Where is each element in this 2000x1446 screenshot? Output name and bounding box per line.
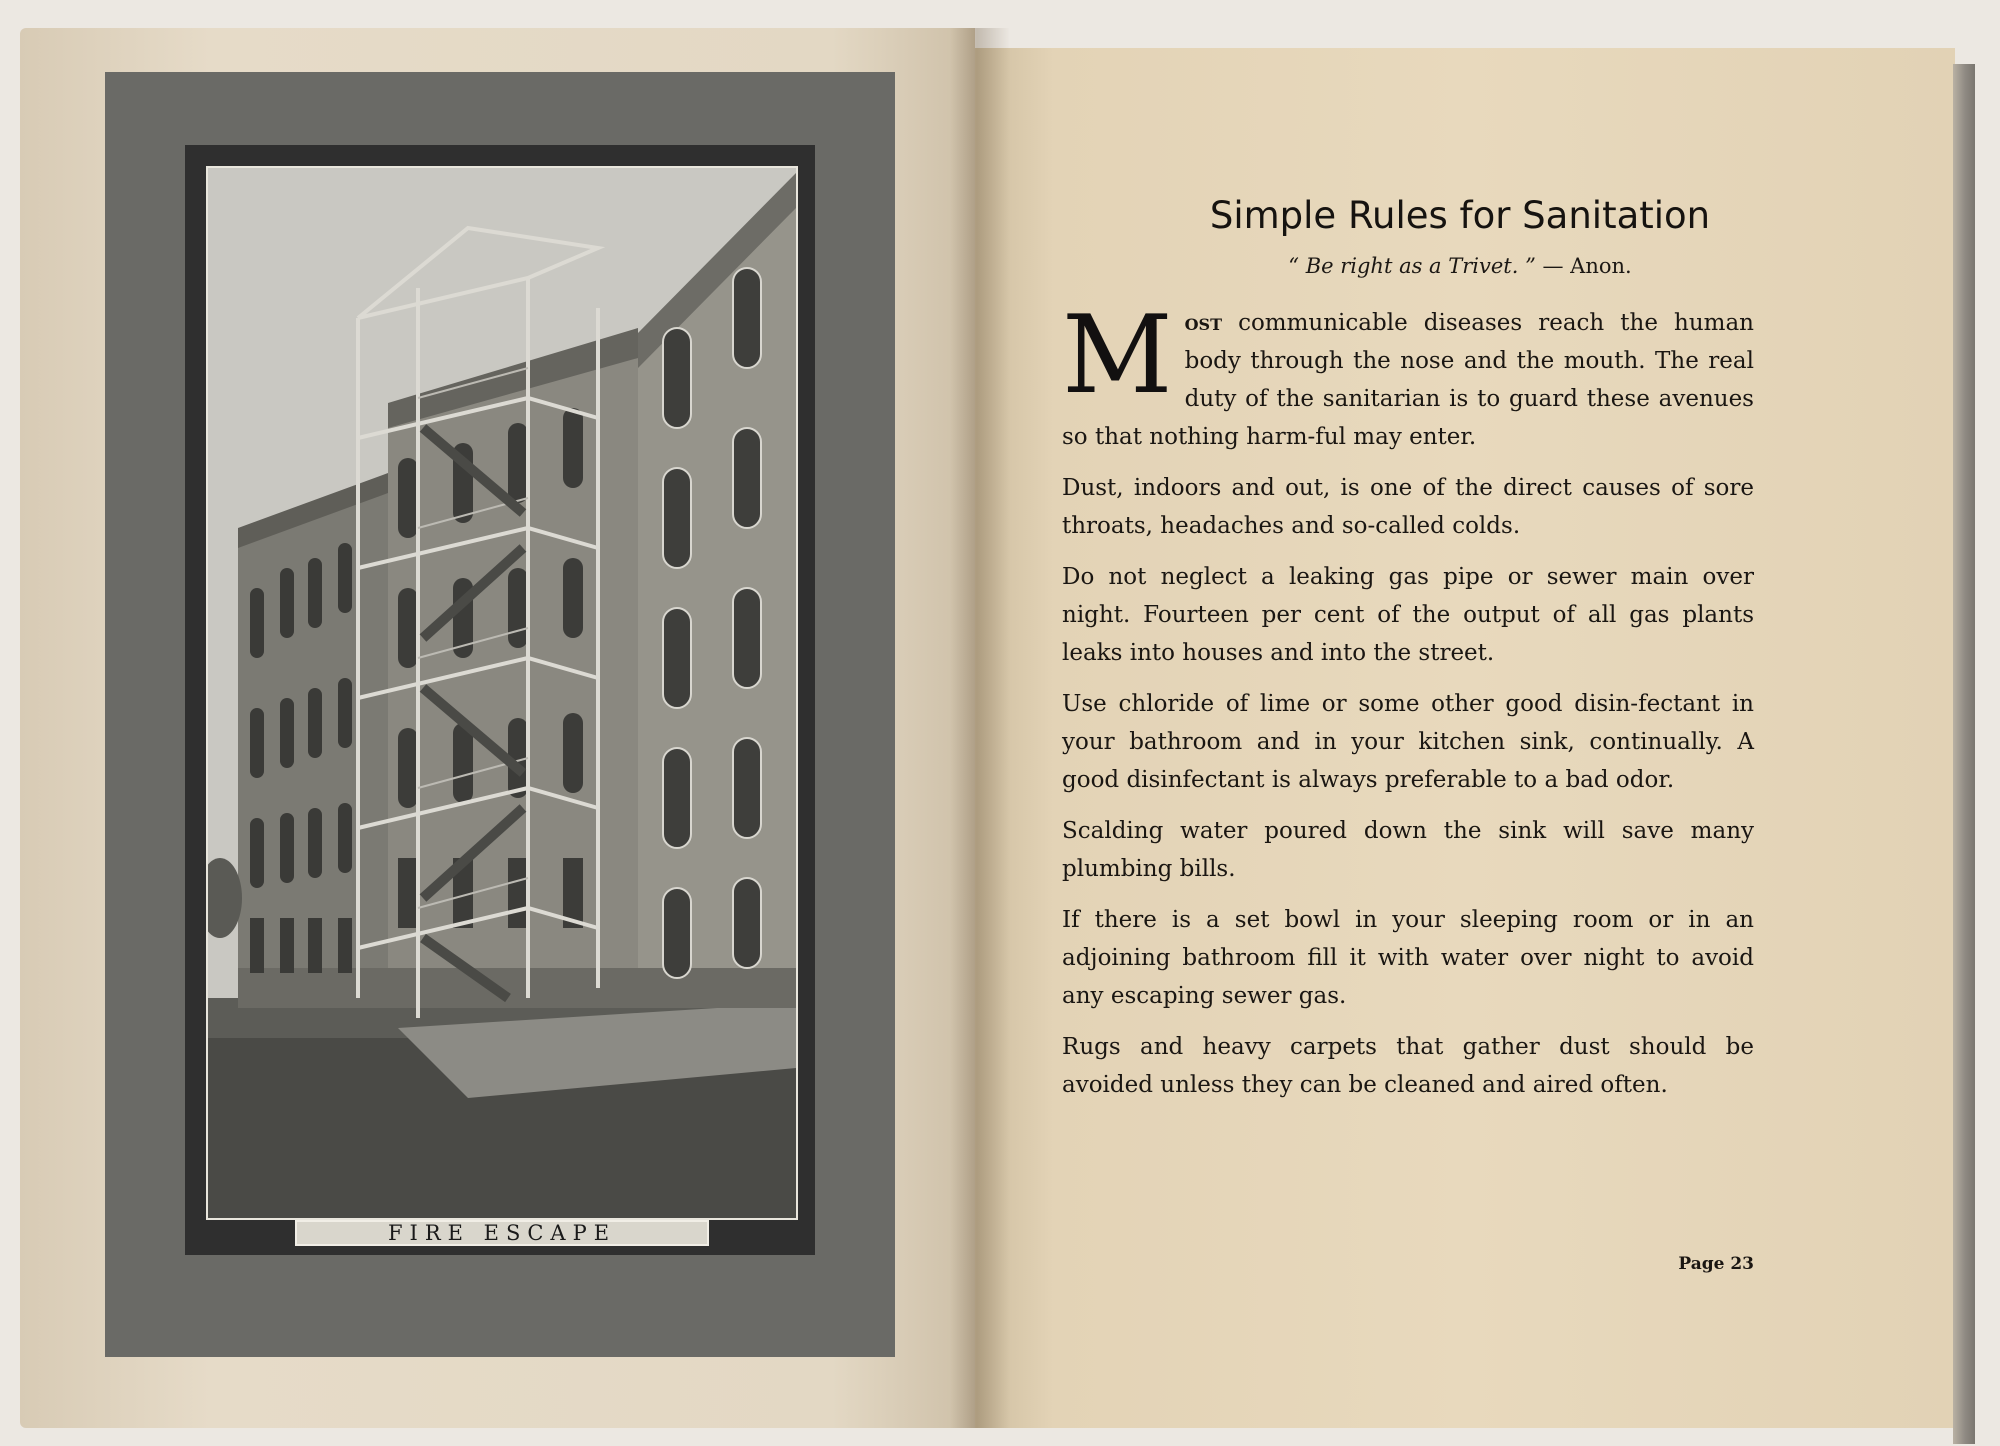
body-text — [1062, 293, 1754, 1117]
fire-escape-illustration — [208, 168, 796, 1218]
cover-edge — [1953, 64, 1975, 1444]
paragraph-4: Use chloride of lime or some other good disin-fectant in your bathroom and in your kitchen sink, continually. A good disinfectant is always preferable to a bad odor. — [1062, 691, 1754, 793]
epigraph-author: — Anon. — [1542, 254, 1632, 278]
paragraph-1 — [1062, 293, 1754, 456]
photo-plate-mat — [105, 72, 895, 1357]
photo-frame — [185, 145, 815, 1255]
paragraph-6: If there is a set bowl in your sleeping room or in an adjoining bathroom fill it with water over night to avoid any escaping sewer gas. — [1062, 907, 1754, 1009]
drop-cap-rest: ost — [1184, 309, 1222, 336]
epigraph — [1060, 254, 1860, 278]
photo-caption: FIRE ESCAPE — [295, 1220, 709, 1246]
epigraph-quote: “ Be right as a Trivet. ” — [1288, 254, 1536, 278]
paragraph-1-text: communicable diseases reach the human body through the nose and the mouth. The real duty of the sanitarian is to guard these avenues so that nothing harm-ful may enter. — [1062, 310, 1754, 450]
fire-escape-photo — [206, 166, 798, 1220]
paragraph-2: Dust, indoors and out, is one of the direct causes of sore throats, headaches and so-called colds. — [1062, 475, 1754, 539]
paragraph-7: Rugs and heavy carpets that gather dust should be avoided unless they can be cleaned and aired often. — [1062, 1034, 1754, 1098]
drop-cap: M — [1062, 293, 1173, 418]
page-title: Simple Rules for Sanitation — [1209, 194, 1711, 237]
paragraph-3: Do not neglect a leaking gas pipe or sewer main over night. Fourteen per cent of the output of all gas plants leaks into houses and into the street. — [1062, 564, 1754, 666]
spine-shadow — [950, 28, 1010, 1428]
paragraph-5: Scalding water poured down the sink will save many plumbing bills. — [1062, 818, 1754, 882]
page-number: Page 23 — [1678, 1254, 1754, 1274]
